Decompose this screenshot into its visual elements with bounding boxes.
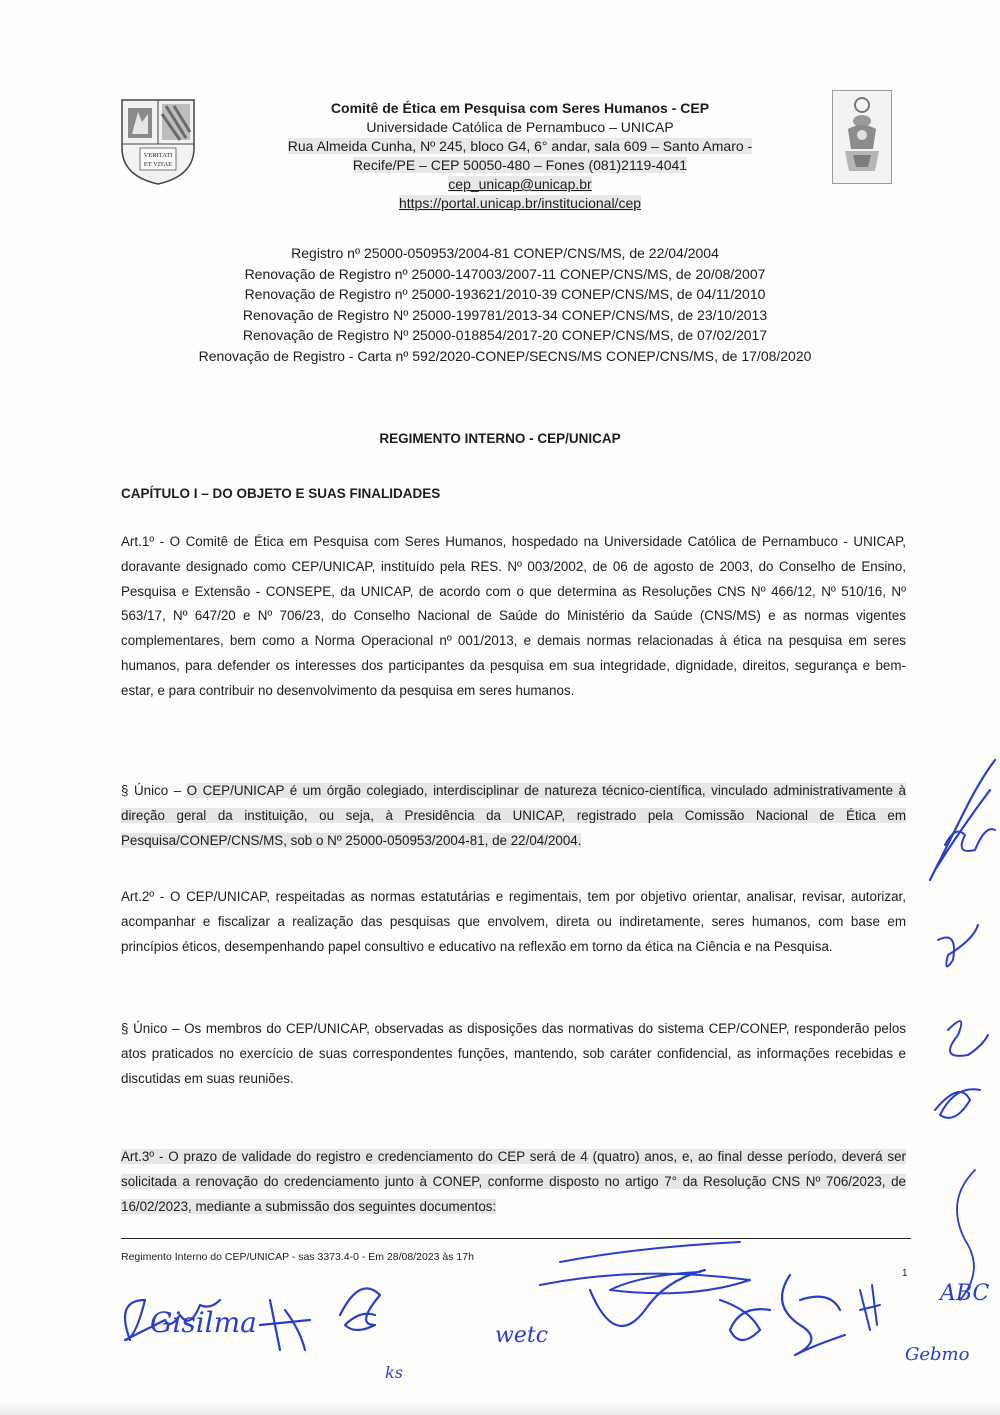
footer-text: Regimento Interno do CEP/UNICAP - sas 3373.4-0 - Em 28/08/2023 às 17h [121, 1251, 474, 1263]
scan-edge [0, 1400, 1000, 1415]
bottom-signature [590, 1270, 705, 1326]
bottom-signature [125, 1300, 220, 1340]
article-3 [121, 1145, 906, 1219]
handwritten-initials-1: Gisilma [150, 1306, 257, 1339]
university-name: Universidade Católica de Pernambuco – UNICAP [366, 119, 674, 135]
margin-initials [935, 1089, 980, 1118]
registration-list [140, 243, 870, 366]
committee-name: Comitê de Ética em Pesquisa com Seres Humanos - CEP [330, 100, 710, 116]
registration-line: Renovação de Registro nº 25000-193621/2010-39 CONEP/CNS/MS, de 04/11/2010 [244, 286, 766, 302]
bottom-signature [720, 1300, 770, 1340]
handwritten-initials-2: wetc [495, 1323, 549, 1348]
website-link[interactable]: https://portal.unicap.br/institucional/cep [398, 195, 642, 211]
logo-motto-1: VERITATI [143, 152, 173, 159]
article-1-sole-paragraph [121, 779, 906, 853]
registration-line: Renovação de Registro Nº 25000-199781/2013-34 CONEP/CNS/MS, de 23/10/2013 [242, 306, 768, 323]
address-line: Rua Almeida Cunha, Nº 245, bloco G4, 6° andar, sala 609 – Santo Amaro - [287, 138, 753, 154]
logo-motto-2: ET VITAE [143, 161, 173, 168]
registration-line: Registro nº 25000-050953/2004-81 CONEP/CNS/MS, de 22/04/2004 [291, 245, 719, 261]
bottom-signature [340, 1288, 380, 1330]
letterhead [210, 99, 830, 213]
bottom-initials [860, 1285, 880, 1330]
sole-paragraph-body: O CEP/UNICAP é um órgão colegiado, interdisciplinar de natureza técnico-científica, vinculado administrativamente à direção geral da instituição, ou seja, à Presidência da UNICAP, registrado pela Comissão Nacional de Ética em Pesquisa/CONEP/CNS/MS, sob o Nº 25000-050953/2004-81, de 22/04/2004. [121, 783, 906, 848]
cep-logo [832, 90, 892, 184]
margin-signature [930, 760, 995, 880]
bottom-signature [782, 1275, 845, 1355]
email-link[interactable]: cep_unicap@unicap.br [448, 176, 592, 192]
sole-paragraph-prefix: § Único – [121, 783, 187, 798]
margin-stroke [957, 1170, 975, 1300]
article-2-sole-paragraph: § Único – Os membros do CEP/UNICAP, observadas as disposições das normativas do sistema CEP/CONEP, responderão pelos atos praticados no exercício de suas correspondentes funções, mantendo, sob caráter confidencial, as informações recebidas e discutidas em suas reuniões. [121, 1021, 906, 1086]
city-phone-line: Recife/PE – CEP 50050-480 – Fones (081)2119-4041 [352, 157, 688, 173]
registration-line: Renovação de Registro nº 25000-147003/2007-11 CONEP/CNS/MS, de 20/08/2007 [244, 265, 766, 282]
footer-divider [121, 1238, 911, 1239]
unicap-shield-logo [118, 96, 198, 186]
margin-initials [938, 925, 978, 966]
page-number: 1 [902, 1268, 908, 1279]
handwritten-initials-3: ks [385, 1363, 403, 1382]
article-1: Art.1º - O Comitê de Ética em Pesquisa com Seres Humanos, hospedado na Universidade Católica de Pernambuco - UNICAP, doravante designado como CEP/UNICAP, instituído pela RES. Nº 003/2002, de 06 de agosto de 2003, do Conselho de Ensino, Pesquisa e Extensão - CONSEPE, da UNICAP, de acordo com o que determina as Resoluções CNS Nº 466/12, Nº 510/16, Nº 563/17, Nº 647/20 e Nº 706/23, do Conselho Nacional de Saúde do Ministério da Saúde (CNS/MS) e as normas vigentes complementares, bem como a Norma Operacional nº 001/2013, e demais normas relacionadas à ética na pesquisa em seres humanos, para defender os interesses dos participantes da pesquisa em sua integridade, dignidade, direitos, segurança e bem-estar, e para contribuir no desenvolvimento da pesquisa em seres humanos. [121, 534, 906, 698]
bottom-signature [260, 1300, 310, 1350]
handwritten-initials-5: Gebmo [905, 1344, 970, 1365]
footer-scribble [540, 1242, 750, 1293]
margin-initials [948, 1021, 988, 1056]
document-title: REGIMENTO INTERNO - CEP/UNICAP [379, 431, 621, 446]
registration-line: Renovação de Registro - Carta nº 592/2020-CONEP/SECNS/MS CONEP/CNS/MS, de 17/08/2020 [198, 347, 812, 364]
handwritten-initials-4: ABC [940, 1281, 990, 1306]
chapter-heading: CAPÍTULO I – DO OBJETO E SUAS FINALIDADES [121, 486, 441, 501]
margin-signature [945, 829, 995, 851]
registration-line: Renovação de Registro Nº 25000-018854/2017-20 CONEP/CNS/MS, de 07/02/2017 [242, 327, 768, 343]
article-2: Art.2º - O CEP/UNICAP, respeitadas as normas estatutárias e regimentais, tem por objetivo orientar, analisar, revisar, autorizar, acompanhar e fiscalizar a realização das pesquisas que envolvem, direta ou indiretamente, seres humanos, com base em princípios éticos, desempenhando papel consultivo e educativo na reflexão em torno da ética na Ciência e na Pesquisa. [121, 889, 906, 954]
article-3-prefix: Art.3º - [121, 1149, 169, 1164]
article-3-body: O prazo de validade do registro e credenciamento do CEP será de 4 (quatro) anos, e, ao final desse período, deverá ser solicitada a renovação do credenciamento junto à CONEP, conforme disposto no artigo 7° da Resolução CNS Nº 706/2023, de 16/02/2023, mediante a submissão dos seguintes documentos: [121, 1149, 906, 1214]
